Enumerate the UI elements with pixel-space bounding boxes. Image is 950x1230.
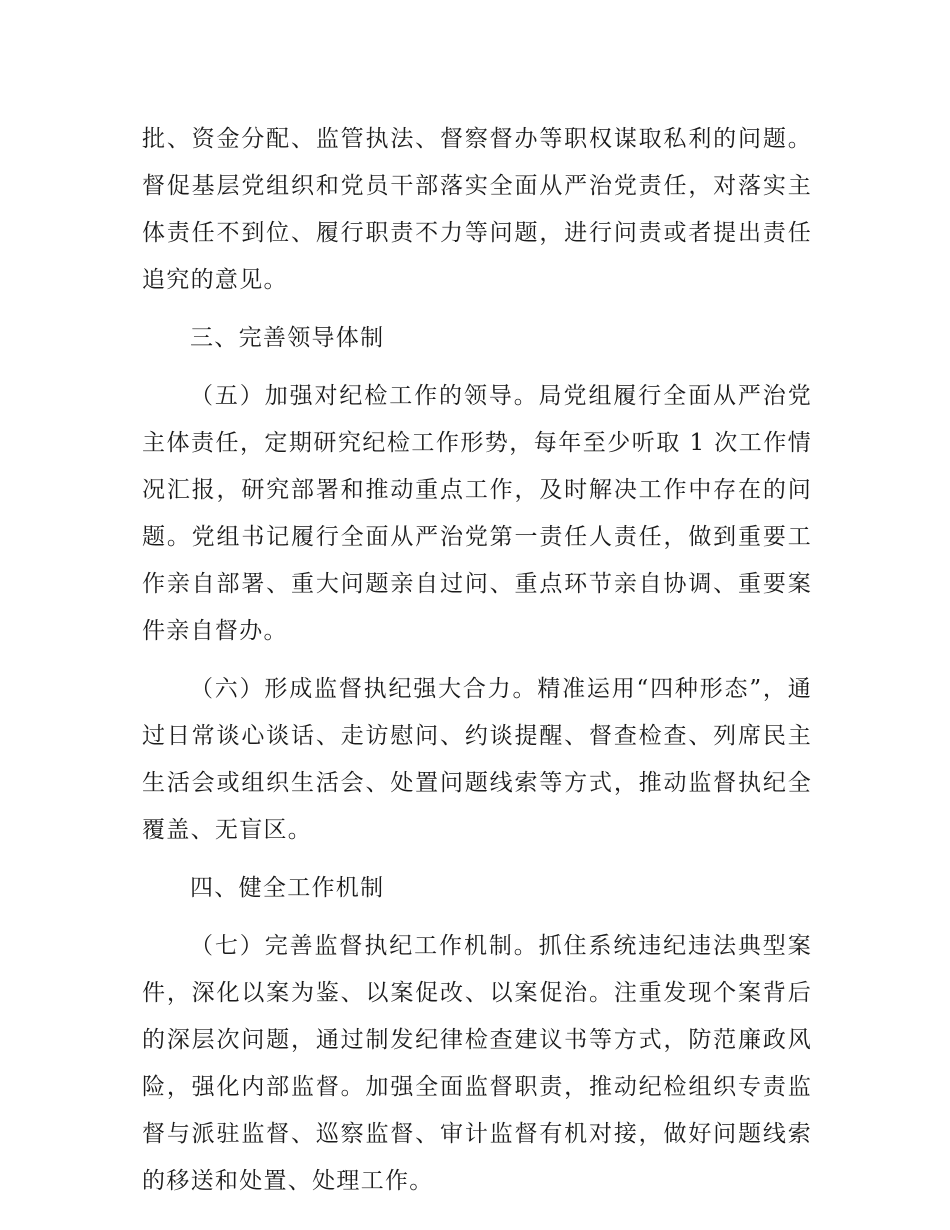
- paragraph-item-7: （七）完善监督执纪工作机制。抓住系统违纪违法典型案件，深化以案为鉴、以案促改、以案促治。注重发现个案背后的深层次问题，通过制发纪律检查建议书等方式，防范廉政风险，强化内部监督。加强全面监督职责，推动纪检组织专责监督与派驻监督、巡察监督、审计监督有机对接，做好问题线索的移送和处置、处理工作。: [142, 933, 812, 1194]
- section-heading-4: 四、健全工作机制: [190, 875, 385, 901]
- paragraph-item-6: （六）形成监督执纪强大合力。精准运用“四种形态”，通过日常谈心谈话、走访慰问、约谈提醒、督查检查、列席民主生活会或组织生活会、处置问题线索等方式，推动监督执纪全覆盖、无盲区。: [142, 676, 812, 843]
- section-heading-3: 三、完善领导体制: [190, 325, 385, 351]
- paragraph-continuation: 批、资金分配、监管执法、督察督办等职权谋取私利的问题。督促基层党组织和党员干部落实全面从严治党责任，对落实主体责任不到位、履行职责不力等问题，进行问责或者提出责任追究的意见。: [142, 126, 812, 293]
- paragraph-item-5: （五）加强对纪检工作的领导。局党组履行全面从严治党主体责任，定期研究纪检工作形势，每年至少听取 1 次工作情况汇报，研究部署和推动重点工作，及时解决工作中存在的问题。党组书记履行全面从严治党第一责任人责任，做到重要工作亲自部署、重大问题亲自过问、重点环节亲自协调、重要案件亲自督办。: [142, 383, 812, 644]
- document-body: [142, 116, 812, 1216]
